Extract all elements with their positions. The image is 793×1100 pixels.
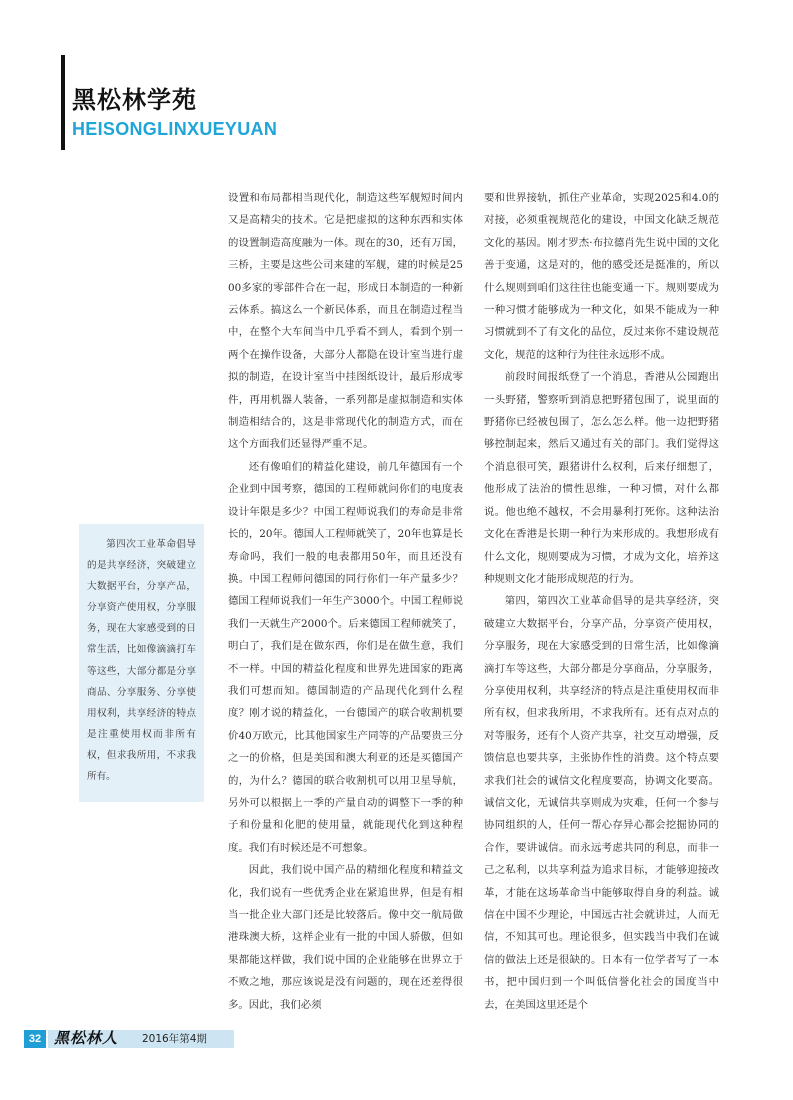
- paragraph: 因此，我们说中国产品的精细化程度和精益文化，我们说有一些优秀企业在紧追世界，但是有相当一批企业大部门还是比较落后。像中交一航局做港珠澳大桥，这样企业有一批的中国人骄傲，但如果都能这样做，我们说中国的企业能够在世界立于不败之地，那应该说是没有问题的，现在还差得很多。因此，我们必须: [228, 864, 463, 1011]
- section-title: 黑松林学苑: [72, 86, 197, 114]
- pull-quote-box: [79, 524, 204, 802]
- magazine-logo: 黑松林人: [54, 1029, 119, 1047]
- paragraph: 第四，第四次工业革命倡导的是共享经济，突破建立大数据平台，分享产品，分享资产使用权，分享服务，现在大家感受到的日常生活，比如像滴滴打车等这些，大部分都是分享商品，分享服务，分享使用权利，共享经济的特点是注重使用权而非所有权，但求我所用，不求我所有。还有点对点的对等服务，还有个人资产共享，社交互动增强，反馈信息也要共享，主张协作性的消费。这个特点要求我们社会的诚信文化程度要高，协调文化要高。诚信文化，无诚信共享则成为灾难，任何一个参与协同组织的人，任何一帮心存异心都会挖掘协同的合作，要讲诚信。而永远考虑共同的利息，而非一己之私利，以共享利益为追求目标，才能够迎接改革，才能在这场革命当中能够取得自身的利益。诚信在中国不少理论，中国远古社会就讲过，人而无信，不知其可也。理论很多，但实践当中我们在诚信的做法上还是很缺的。日本有一位学者写了一本书，把中国归到一个叫低信誉化社会的国度当中去，在美国这里还是个: [484, 595, 719, 1011]
- issue-label: 2016年第4期: [142, 1033, 207, 1045]
- header-accent-bar: [61, 55, 65, 150]
- article-column-2: [484, 187, 719, 1016]
- section-subtitle: HEISONGLINXUEYUAN: [72, 119, 278, 139]
- paragraph: 设置和布局都相当现代化，制造这些军舰短时间内又是高精尖的技术。它是把虚拟的这种东西和实体的设置制造高度融为一体。现在的30，还有万国，三桥，主要是这些公司来建的军舰，建的时候是2500多家的零部件合在一起，形成日本制造的一种新云体系。搞这么一个新民体系，而且在制造过程当中，在整个大车间当中几乎看不到人，看到个别一两个在操作设备，大部分人都隐在设计室当进行虚拟的制造，在设计室当中挂图纸设计，最后形成零件，再用机器人装备，一系列都是虚拟制造和实体制造相结合的，这是非常现代化的制造方式，而在这个方面我们还显得严重不足。: [228, 192, 463, 451]
- page-footer: [24, 1030, 234, 1048]
- paragraph: 前段时间报纸登了一个消息，香港从公园跑出一头野猪，警察听到消息把野猪包围了，说里面的野猪你已经被包围了，怎么怎么样。他一边把野猪够控制起来，然后又通过有关的部门。我们觉得这个消息很可笑，跟猪讲什么权利，后来仔细想了，他形成了法治的惯性思维，一种习惯，对什么都说。他也绝不越权，不会用暴利打死你。这种法治文化在香港是长期一种行为来形成的。我想形成有什么文化，规则要成为习惯，才成为文化，培养这种规则文化才能形成规范的行为。: [484, 371, 719, 585]
- article-column-1: [228, 187, 463, 1016]
- paragraph: 还有像咱们的精益化建设，前几年德国有一个企业到中国考察，德国的工程师就问你们的电度表设计年限是多少？中国工程师说我们的寿命是非常长的，20年。德国人工程师就笑了，20年也算是长寿命吗，我们一般的电表都用50年，而且还没有换。中国工程师问德国的同行你们一年产量多少？德国工程师说我们一年生产3000个。中国工程师说我们一天就生产2000个。后来德国工程师就笑了，明白了，我们是在做东西，你们是在做生意，我们不一样。中国的精益化程度和世界先进国家的距离我们可想而知。德国制造的产品现代化到什么程度？刚才说的精益化，一台德国产的联合收割机要价40万欧元，比其他国家生产同等的产品要贵三分之一的价格，但是美国和澳大利亚的还是买德国产的，为什么？德国的联合收割机可以用卫星导航，另外可以根据上一季的产量自动的调整下一季的种子和份量和化肥的使用量，就能现代化到这种程度。我们有时候还是不可想象。: [228, 460, 463, 854]
- page-number: 32: [24, 1030, 46, 1048]
- pull-quote-text: 第四次工业革命倡导的是共享经济，突破建立大数据平台，分享产品，分享资产使用权，分享服务，现在大家感受到的日常生活，比如像滴滴打车等这些，大部分都是分享商品、分享服务、分享使用权利，共享经济的特点是注重使用权而非所有权，但求我所用，不求我所有。: [87, 539, 196, 783]
- paragraph: 要和世界接轨，抓住产业革命，实现2025和4.0的对接，必须重视规范化的建设，中国文化缺乏规范文化的基因。刚才罗杰·布拉德肖先生说中国的文化善于变通，这是对的，他的感受还是挺准的，所以什么规则到咱们这往往也能变通一下。规则要成为一种习惯才能够成为一种文化，如果不能成为一种习惯就到不了有文化的品位，反过来你不建设规范文化，规范的这种行为往往永远形不成。: [484, 192, 719, 361]
